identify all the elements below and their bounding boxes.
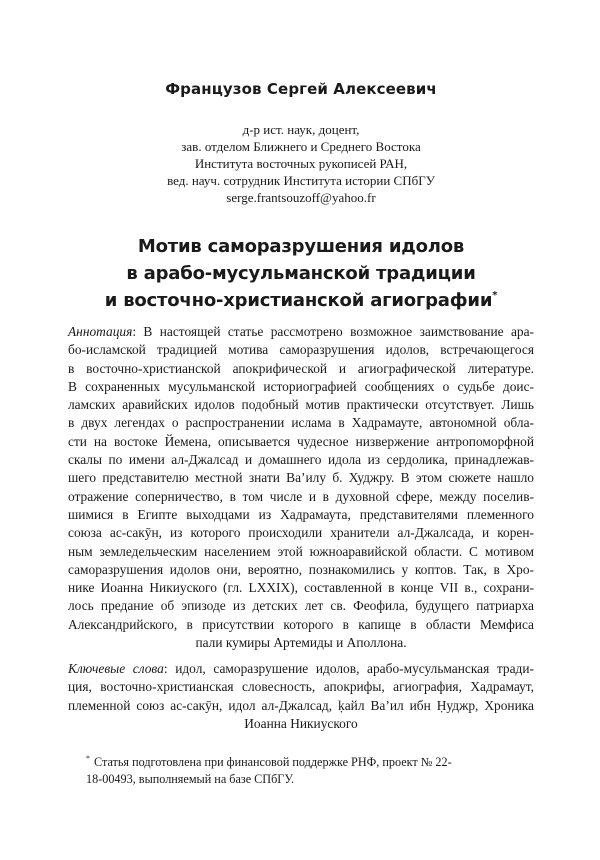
abstract-line: нике Иоанна Никиуского (гл. LXXIX), составленной в конце VII в., сохрани-: [68, 580, 534, 596]
abstract-line: саморазрушения идолов они, вероятно, познакомились у коптов. Так, в Хро-: [68, 561, 534, 577]
keywords-line: [68, 660, 534, 678]
keywords: [68, 660, 534, 733]
footnote: [86, 754, 534, 787]
abstract-line: в двух легендах о распространении ислама в Хадрамауте, автономной обла-: [68, 415, 534, 431]
affiliation-line: зав. отделом Ближнего и Среднего Востока: [181, 139, 421, 154]
keywords-line: Иоанна Никиуского: [244, 715, 358, 731]
abstract-line: бо-исламской традицией мотива саморазрушения идолов, встречающегося: [68, 342, 534, 358]
abstract-line: шего представителю местной знати Ваʼилу б. Худжру. В этом сюжете нашло: [68, 470, 534, 486]
keywords-label: Ключевые слова: [68, 661, 164, 676]
abstract-line: ламских аравийских идолов подобный мотив практически отсутствует. Лишь: [68, 397, 534, 413]
abstract-line: союза ас-сакӯн, из которого происходили хранители ал-Джалсада, и корен-: [68, 525, 534, 541]
abstract-line: Александрийского, в присутствии которого в капище в области Мемфиса: [68, 616, 534, 632]
abstract-line: лось предание об эпизоде из детских лет св. Феофила, будущего патриарха: [68, 598, 534, 614]
affiliation-line: д-р ист. наук, доцент,: [242, 122, 360, 137]
affiliation-line: Института восточных рукописей РАН,: [194, 156, 408, 171]
author-affiliation: [68, 121, 534, 206]
abstract-line: сти на востоке Йемена, описывается чудесное низвержение антропоморфной: [68, 433, 534, 449]
abstract-line: В сохраненных мусульманской историографией сообщениях о судьбе доис-: [68, 378, 534, 394]
abstract-line: ным земледельческим населением этой южноаравийской области. С мотивом: [68, 543, 534, 559]
keywords-line: ция, восточно-христианская словесность, апокрифы, агиография, Хадрамаут,: [68, 679, 534, 695]
abstract-line: в восточно-христианской апокрифической и агиографической литературе.: [68, 360, 534, 376]
author-email: serge.frantsouzoff@yahoo.fr: [226, 190, 376, 205]
title-footnote-mark: *: [492, 290, 498, 301]
title-line: в арабо-мусульманской традиции: [126, 263, 476, 284]
abstract-line: шимися в Египте выходцами из Хадрамаута, представителями племенного: [68, 506, 534, 522]
article-title: [68, 233, 534, 314]
affiliation-line: вед. науч. сотрудник Института истории СПбГУ: [167, 173, 435, 188]
footnote-line: [86, 754, 534, 771]
keywords-text: : идол, саморазрушение идолов, арабо-мусульманская тради-: [163, 661, 534, 676]
author-name: Французов Сергей Алексеевич: [165, 80, 437, 98]
abstract: [68, 323, 534, 652]
keywords-line: племенной союз ас-сакӯн, идол ал-Джалсад, ḳайл Ваʼил ибн Ḥуджр, Хроника: [68, 697, 534, 713]
abstract-line: отражение соперничество, в том числе и в духовной сфере, между поселив-: [68, 488, 534, 504]
abstract-label: Аннотация: [68, 324, 133, 339]
footnote-text: Статья подготовлена при финансовой поддержке РНФ, проект № 22-: [94, 755, 452, 769]
abstract-line: скалы по имени ал-Джалсад и домашнего идола из сердолика, принадлежав-: [68, 452, 534, 468]
title-line: и восточно-христианской агиографии: [104, 290, 493, 311]
abstract-line: [68, 323, 534, 341]
abstract-line: пали кумиры Артемиды и Аполлона.: [195, 635, 407, 651]
article-page: [68, 0, 534, 860]
footnote-line: 18-00493, выполняемый на базе СПбГУ.: [86, 771, 295, 786]
title-line-last: [68, 287, 534, 314]
abstract-text: : В настоящей статье рассмотрено возможное заимствование ара-: [132, 324, 534, 339]
title-line: Мотив саморазрушения идолов: [137, 236, 465, 257]
footnote-mark: *: [86, 754, 90, 763]
